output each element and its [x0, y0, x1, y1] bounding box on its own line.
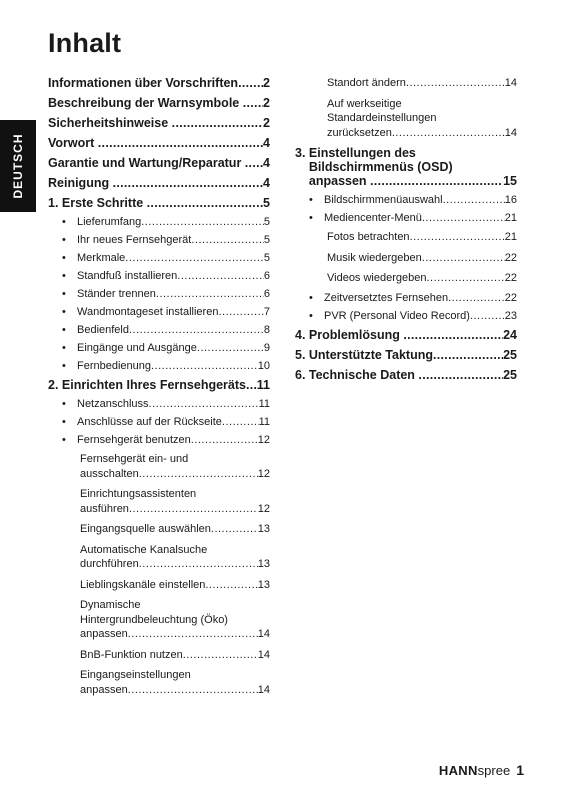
toc-entry-row [80, 557, 270, 572]
dot-leader [403, 328, 503, 342]
toc-page-number: 5 [263, 234, 270, 246]
bullet-icon: • [309, 194, 313, 206]
toc-page-number: 5 [263, 196, 270, 210]
toc-page-number: 14 [257, 628, 270, 640]
dot-leader [218, 306, 263, 318]
toc-entry[interactable] [48, 360, 270, 372]
toc-entry-title: Standfuß installieren [77, 270, 178, 282]
toc-entry-row [48, 76, 270, 90]
toc-entry-row [327, 76, 517, 91]
toc-page-number: 7 [263, 306, 270, 318]
toc-entry[interactable] [295, 76, 517, 91]
dot-leader [370, 174, 503, 188]
toc-entry-title: Reinigung [48, 176, 113, 190]
toc-entry-title: ausschalten [80, 467, 139, 480]
toc-entry-row [80, 578, 270, 593]
toc-entry-row [327, 271, 517, 286]
toc-entry[interactable] [48, 76, 270, 90]
toc-entry[interactable] [48, 176, 270, 190]
toc-entry[interactable] [295, 292, 517, 304]
toc-page-number: 25 [503, 367, 517, 382]
toc-page-number: 6 [263, 288, 270, 300]
toc-entry-title: durchführen [80, 558, 139, 570]
toc-page-number: 4 [263, 156, 270, 170]
toc-entry[interactable] [295, 146, 517, 188]
toc-entry-title: Beschreibung der Warnsymbole [48, 96, 243, 110]
bullet-icon: • [62, 216, 66, 228]
toc-page-number: 21 [504, 231, 517, 243]
toc-page-number: 23 [504, 309, 517, 322]
dot-leader [418, 368, 503, 382]
toc-entry[interactable] [295, 251, 517, 266]
toc-entry-row [77, 360, 270, 372]
toc-entry-title: Ihr neues Fernsehgerät [77, 234, 192, 246]
dot-leader [139, 557, 258, 572]
toc-page-number: 5 [263, 252, 270, 264]
toc-entry-title: Garantie und Wartung/Reparatur [48, 156, 245, 170]
toc-page-number: 21 [504, 212, 517, 224]
bullet-icon: • [62, 252, 66, 264]
dot-leader [448, 292, 505, 304]
toc-entry-title: anpassen [80, 683, 128, 696]
brand-logo-light: spree [477, 763, 511, 778]
page-number: 1 [516, 762, 524, 778]
dot-leader [147, 196, 263, 210]
toc-entry-title: Merkmale [77, 252, 126, 264]
toc-entry-title: Standort ändern [327, 77, 406, 89]
toc-entry-title: Bildschirmmenüauswahl [324, 194, 443, 206]
toc-entry[interactable] [295, 328, 517, 342]
dot-leader [426, 271, 504, 286]
toc-entry[interactable] [295, 212, 517, 224]
toc-entry-line: Automatische Kanalsuche [80, 543, 208, 556]
dot-leader [443, 194, 505, 206]
dot-leader [129, 502, 258, 517]
toc-entry-title: Vorwort [48, 136, 98, 150]
toc-entry-row [324, 292, 517, 304]
toc-entry-line: Eingangseinstellungen [80, 669, 191, 681]
toc-entry-title: 5. Unterstützte Taktung [295, 347, 433, 362]
toc-entry[interactable] [295, 348, 517, 362]
dot-leader [156, 288, 264, 300]
toc-page-number: 13 [257, 578, 270, 591]
dot-leader [141, 216, 264, 228]
language-label: DEUTSCH [11, 133, 25, 199]
bullet-icon: • [62, 288, 66, 300]
toc-entry-row [327, 126, 517, 141]
toc-entry[interactable] [48, 543, 270, 572]
toc-entry-line: Bildschirmmenüs (OSD) [295, 160, 453, 174]
bullet-icon: • [62, 306, 66, 318]
toc-entry-row [77, 416, 270, 428]
toc-page-number: 12 [257, 502, 270, 515]
toc-entry-row [77, 434, 270, 446]
toc-page-number: 14 [257, 648, 270, 661]
brand-logo [439, 763, 510, 778]
toc-entry[interactable] [48, 196, 270, 210]
toc-entry-title: Zeitversetztes Fernsehen [324, 291, 449, 304]
toc-entry-title: PVR (Personal Video Record) [324, 309, 470, 322]
toc-entry-title: Sicherheitshinweise [48, 116, 172, 130]
dot-leader [191, 434, 258, 446]
dot-leader [422, 251, 505, 266]
toc-entry-title: anpassen [295, 174, 371, 188]
toc-entry-title: Lieferumfang [77, 216, 142, 228]
toc-entry-title: Fotos betrachten [327, 231, 410, 243]
toc-page-number: 22 [504, 291, 517, 304]
dot-leader [433, 348, 503, 362]
toc-page-number: 8 [263, 324, 270, 336]
toc-page-number: 2 [263, 116, 270, 130]
toc-page-number: 11 [258, 416, 270, 428]
dot-leader [197, 342, 264, 354]
toc-entry-row [77, 288, 270, 300]
toc-entry-title: Informationen über Vorschriften [48, 76, 239, 90]
toc-entry-row [80, 627, 270, 642]
toc-entry-row [48, 378, 270, 392]
dot-leader [211, 522, 258, 537]
toc-page-number: 12 [257, 434, 270, 446]
toc-page-number: 15 [503, 174, 517, 188]
dot-leader [149, 398, 259, 410]
toc-entry[interactable] [48, 288, 270, 300]
bullet-icon: • [62, 342, 66, 354]
toc-page-number: 4 [263, 176, 270, 190]
page-footer [439, 762, 524, 778]
toc-page-number: 4 [263, 136, 270, 150]
dot-leader [191, 234, 264, 246]
toc-page-number: 22 [504, 272, 517, 284]
toc-entry-row [80, 648, 270, 663]
bullet-icon: • [309, 212, 313, 224]
dot-leader [410, 230, 505, 245]
toc-entry-row [48, 116, 270, 130]
bullet-icon: • [62, 360, 66, 372]
toc-page-number: 6 [263, 270, 270, 282]
toc-page-number: 11 [256, 378, 270, 392]
toc-entry-title: Fernsehgerät benutzen [77, 434, 191, 446]
toc-entry-row [77, 342, 270, 354]
toc-entry[interactable] [48, 270, 270, 282]
toc-entry[interactable] [48, 668, 270, 697]
toc-entry-row [77, 234, 270, 246]
toc-entry-row [48, 156, 270, 170]
dot-leader [129, 324, 264, 336]
bullet-icon: • [62, 434, 66, 446]
toc-page-number: 22 [504, 251, 517, 264]
toc-page-number: 25 [503, 347, 517, 362]
page-title: Inhalt [48, 28, 122, 58]
toc-entry[interactable] [295, 271, 517, 286]
bullet-icon: • [62, 234, 66, 246]
toc-entry-row [295, 328, 517, 342]
bullet-icon: • [62, 270, 66, 282]
toc-entry-title: Musik wiedergeben [327, 251, 422, 264]
toc-left-column [48, 76, 270, 703]
toc-entry-title: zurücksetzen [327, 126, 392, 139]
toc-entry-row [295, 174, 517, 188]
toc-page-number: 11 [258, 398, 270, 410]
dot-leader [222, 416, 259, 428]
toc-page-number: 24 [503, 327, 517, 342]
toc-entry-row [48, 176, 270, 190]
toc-entry-title: 4. Problemlösung [295, 327, 404, 342]
toc-entry[interactable] [48, 487, 270, 516]
toc-entry-row [48, 96, 270, 110]
toc-entry-row [80, 683, 270, 698]
dot-leader [238, 76, 263, 90]
toc-entry-title: ausführen [80, 502, 129, 515]
bullet-icon: • [309, 291, 313, 304]
toc-entry-line: Fernsehgerät ein- und [80, 453, 189, 465]
toc-entry[interactable] [48, 416, 270, 428]
toc-entry-row [324, 310, 517, 322]
dot-leader [243, 96, 263, 110]
toc-entry[interactable] [48, 116, 270, 130]
toc-page-number: 10 [257, 360, 270, 372]
toc-entry[interactable] [295, 310, 517, 322]
dot-leader [128, 627, 258, 642]
toc-page-number: 14 [504, 126, 517, 139]
toc-entry[interactable] [48, 598, 270, 642]
bullet-icon: • [62, 324, 66, 336]
toc-entry-title: Ständer trennen [77, 288, 156, 300]
toc-entry-title: Eingangsquelle auswählen [80, 523, 211, 535]
toc-entry[interactable] [295, 230, 517, 245]
toc-entry[interactable] [48, 216, 270, 228]
toc-entry[interactable] [48, 234, 270, 246]
toc-entry-row [77, 270, 270, 282]
toc-entry-title: Eingänge und Ausgänge [77, 342, 197, 354]
toc-entry-title: Fernbedienung [77, 360, 152, 372]
bullet-icon: • [309, 309, 313, 322]
toc-entry-title: Netzanschluss [77, 398, 149, 410]
toc-entry[interactable] [48, 342, 270, 354]
toc-entry[interactable] [48, 156, 270, 170]
toc-entry[interactable] [48, 522, 270, 537]
toc-entry[interactable] [48, 306, 270, 318]
toc-entry-title: Anschlüsse auf der Rückseite [77, 416, 222, 428]
toc-entry-row [48, 196, 270, 210]
toc-entry-row [295, 348, 517, 362]
toc-entry[interactable] [48, 378, 270, 392]
toc-page-number: 2 [263, 76, 270, 90]
toc-page-number: 5 [263, 216, 270, 228]
toc-entry-row [327, 230, 517, 245]
toc-entry-row [77, 216, 270, 228]
dot-leader [470, 310, 505, 322]
dot-leader [177, 270, 264, 282]
toc-entry-line: Hintergrundbeleuchtung (Öko) [80, 613, 228, 626]
toc-page-number: 14 [257, 683, 270, 696]
toc-entry[interactable] [295, 97, 517, 141]
toc-entry-row [324, 194, 517, 206]
dot-leader [113, 176, 263, 190]
toc-page-number: 13 [257, 523, 270, 535]
dot-leader [406, 76, 505, 91]
dot-leader [392, 126, 505, 141]
toc-entry[interactable] [48, 434, 270, 446]
toc-page-number: 14 [504, 77, 517, 89]
bullet-icon: • [62, 416, 66, 428]
toc-entry-title: Lieblingskanäle einstellen [80, 578, 206, 591]
toc-entry-row [77, 398, 270, 410]
dot-leader [98, 136, 263, 150]
toc-entry-title: Videos wiedergeben [327, 272, 427, 284]
toc-entry-row [77, 306, 270, 318]
toc-entry[interactable] [48, 136, 270, 150]
dot-leader [172, 116, 263, 130]
toc-entry-row [80, 467, 270, 482]
toc-entry-line: Auf werkseitige [327, 97, 402, 110]
toc-entry-title: 6. Technische Daten [295, 367, 419, 382]
toc-entry[interactable] [48, 96, 270, 110]
toc-entry-row [77, 324, 270, 336]
dot-leader [151, 360, 258, 372]
toc-entry-row [77, 252, 270, 264]
toc-entry[interactable] [48, 578, 270, 593]
brand-logo-bold: HANN [438, 763, 478, 778]
toc-entry-title: 2. Einrichten Ihres Fernsehgeräts [48, 378, 246, 392]
toc-entry[interactable] [48, 252, 270, 264]
toc-page-number: 13 [257, 558, 270, 570]
dot-leader [245, 156, 263, 170]
toc-entry-line: Dynamische [80, 599, 141, 611]
toc-entry-line: 3. Einstellungen des [295, 146, 416, 160]
toc-entry-row [295, 368, 517, 382]
toc-page-number: 2 [263, 96, 270, 110]
bullet-icon: • [62, 398, 66, 410]
toc-entry-title: Wandmontageset installieren [77, 306, 219, 318]
dot-leader [128, 683, 258, 698]
dot-leader [139, 467, 258, 482]
toc-entry[interactable] [48, 324, 270, 336]
toc-page-number: 9 [263, 342, 270, 354]
toc-right-column [295, 76, 517, 388]
toc-entry-row [324, 212, 517, 224]
toc-entry-row [327, 251, 517, 266]
toc-entry-row [48, 136, 270, 150]
toc-entry-title: anpassen [80, 628, 128, 640]
toc-entry-row [80, 502, 270, 517]
toc-entry-title: Bedienfeld [77, 324, 129, 336]
toc-entry[interactable] [48, 452, 270, 481]
toc-entry[interactable] [48, 398, 270, 410]
dot-leader [422, 212, 505, 224]
dot-leader [125, 252, 264, 264]
toc-entry[interactable] [295, 368, 517, 382]
toc-entry-title: BnB-Funktion nutzen [80, 648, 183, 661]
toc-page-number: 16 [504, 194, 517, 206]
toc-entry-line: Einrichtungsassistenten [80, 488, 197, 500]
toc-page-number: 12 [257, 467, 270, 480]
toc-entry-line: Standardeinstellungen [327, 112, 437, 124]
language-side-tab [0, 120, 36, 212]
dot-leader [183, 648, 258, 663]
toc-entry[interactable] [48, 648, 270, 663]
toc-entry-title: Mediencenter-Menü [324, 212, 422, 224]
dot-leader [246, 378, 257, 392]
toc-entry-row [80, 522, 270, 537]
dot-leader [205, 578, 257, 593]
toc-entry-title: 1. Erste Schritte [48, 196, 147, 210]
toc-entry[interactable] [295, 194, 517, 206]
